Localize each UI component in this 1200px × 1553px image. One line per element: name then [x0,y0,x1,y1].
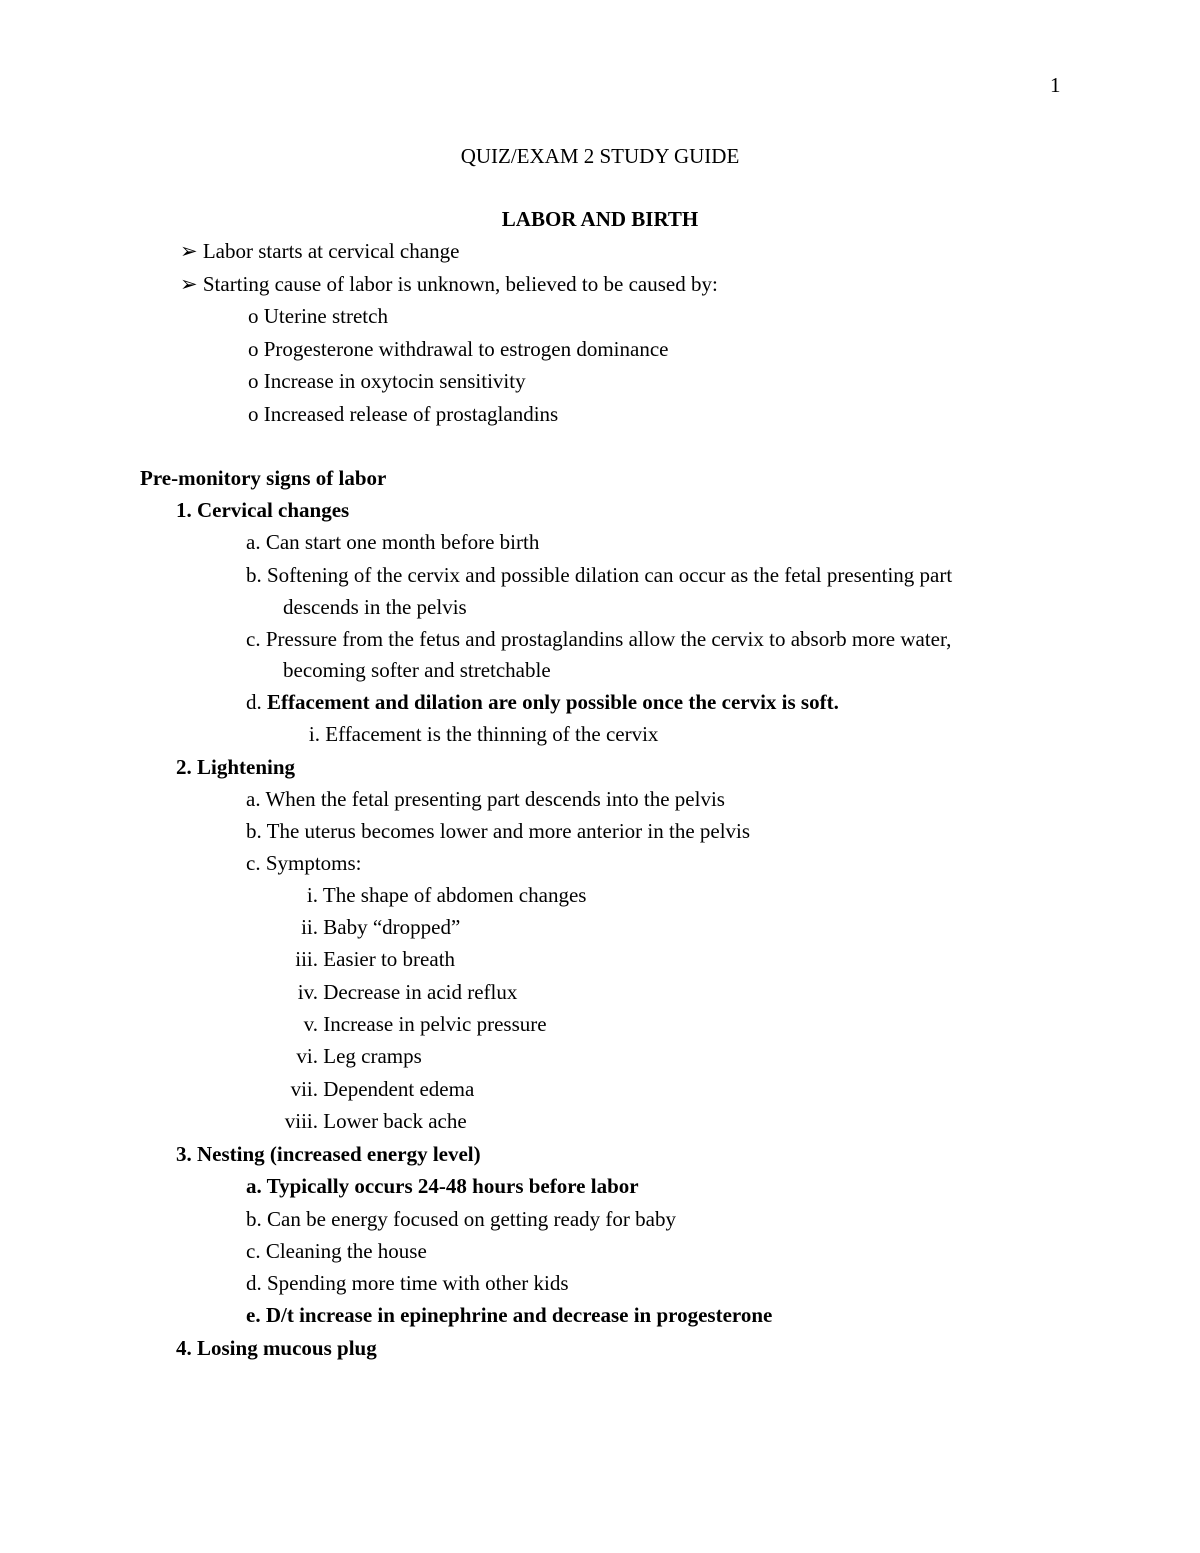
roman-item [258,1043,422,1069]
sub-bullet-item [248,303,388,329]
roman-item-text: Baby “dropped” [323,915,461,939]
roman-marker: vii. [290,1077,318,1101]
list-marker: b. [246,819,262,843]
list-item [246,1238,427,1264]
bullet-text: Starting cause of labor is unknown, believed to be caused by: [202,272,718,296]
sub-bullet-text: Progesterone withdrawal to estrogen dominance [263,337,669,361]
list-item [246,850,362,876]
list-item-text: Spending more time with other kids [267,1271,569,1295]
page-number: 1 [1050,73,1061,97]
sub-bullet-item [248,336,668,362]
roman-item [258,1076,474,1102]
roman-item [258,914,460,940]
list-marker: c. [246,627,261,651]
roman-item-text: Effacement is the thinning of the cervix [325,722,659,746]
roman-marker: vi. [296,1044,318,1068]
list-item-text: Cleaning the house [265,1239,427,1263]
list-marker: 3. [176,1142,192,1166]
list-marker: 2. [176,755,192,779]
list-marker: d. [246,1271,262,1295]
roman-item [258,946,455,972]
numbered-heading-text: Cervical changes [197,498,350,522]
document-title: QUIZ/EXAM 2 STUDY GUIDE [460,144,740,168]
roman-marker: v. [303,1012,318,1036]
list-item-text: The uterus becomes lower and more anterior in the pelvis [266,819,751,843]
list-marker: a. [246,530,261,554]
list-marker: 1. [176,498,192,522]
list-item-continuation: becoming softer and stretchable [283,658,551,682]
roman-marker: viii. [284,1109,318,1133]
list-marker: a. [246,787,261,811]
numbered-heading-text: Lightening [197,755,296,779]
roman-marker: iv. [297,980,318,1004]
roman-marker: iii. [295,947,318,971]
numbered-heading-text: Nesting (increased energy level) [197,1142,481,1166]
list-item-text: Can start one month before birth [265,530,540,554]
list-item [246,1173,639,1199]
circle-bullet-icon: o [248,369,259,393]
arrow-bullet-icon: ➢ [180,272,198,296]
list-item-text: Can be energy focused on getting ready for baby [267,1207,676,1231]
numbered-heading [176,497,349,523]
list-marker: b. [246,563,262,587]
list-item [246,1302,772,1328]
sub-bullet-item [248,401,558,427]
numbered-heading-text: Losing mucous plug [197,1336,377,1360]
list-item-text: Softening of the cervix and possible dilation can occur as the fetal presenting part [267,563,953,587]
subheading: Pre-monitory signs of labor [140,466,387,490]
list-marker: a. [246,1174,262,1198]
roman-item-text: Increase in pelvic pressure [323,1012,547,1036]
roman-item [258,1108,467,1134]
list-item [246,689,839,715]
sub-bullet-text: Increase in oxytocin sensitivity [263,369,526,393]
list-item-text: D/t increase in epinephrine and decrease in progesterone [265,1303,773,1327]
numbered-heading [176,754,295,780]
list-marker: c. [246,851,261,875]
roman-item-text: Dependent edema [323,1077,475,1101]
roman-marker: i. [306,883,318,907]
roman-item [258,979,517,1005]
section-heading: LABOR AND BIRTH [501,207,699,231]
list-marker: c. [246,1239,261,1263]
list-item [246,1206,676,1232]
list-item [246,562,952,588]
list-marker: d. [246,690,262,714]
roman-item [258,882,586,908]
circle-bullet-icon: o [248,304,259,328]
roman-marker: ii. [301,915,318,939]
list-item [246,818,750,844]
bullet-item [180,271,718,297]
roman-marker: i. [308,722,320,746]
list-item-continuation: descends in the pelvis [283,595,467,619]
list-marker: b. [246,1207,262,1231]
list-marker: 4. [176,1336,192,1360]
numbered-heading [176,1141,481,1167]
list-item [246,626,951,652]
roman-item-text: Leg cramps [323,1044,422,1068]
roman-item [258,1011,547,1037]
sub-bullet-text: Increased release of prostaglandins [263,402,559,426]
roman-item [260,721,658,747]
list-item-text: Effacement and dilation are only possible once the cervix is soft. [267,690,839,714]
sub-bullet-item [248,368,526,394]
circle-bullet-icon: o [248,402,259,426]
bullet-text: Labor starts at cervical change [202,239,460,263]
list-item-text: Symptoms: [265,851,362,875]
list-marker: e. [246,1303,261,1327]
roman-item-text: Decrease in acid reflux [323,980,518,1004]
roman-item-text: Easier to breath [323,947,456,971]
bullet-item [180,238,459,264]
list-item [246,786,725,812]
list-item-text: Pressure from the fetus and prostaglandins allow the cervix to absorb more water, [265,627,952,651]
list-item-text: When the fetal presenting part descends into the pelvis [265,787,725,811]
arrow-bullet-icon: ➢ [180,239,198,263]
roman-item-text: Lower back ache [323,1109,467,1133]
sub-bullet-text: Uterine stretch [263,304,388,328]
list-item-text: Typically occurs 24-48 hours before labor [266,1174,639,1198]
numbered-heading [176,1335,377,1361]
list-item [246,1270,569,1296]
roman-item-text: The shape of abdomen changes [322,883,587,907]
circle-bullet-icon: o [248,337,259,361]
list-item [246,529,539,555]
